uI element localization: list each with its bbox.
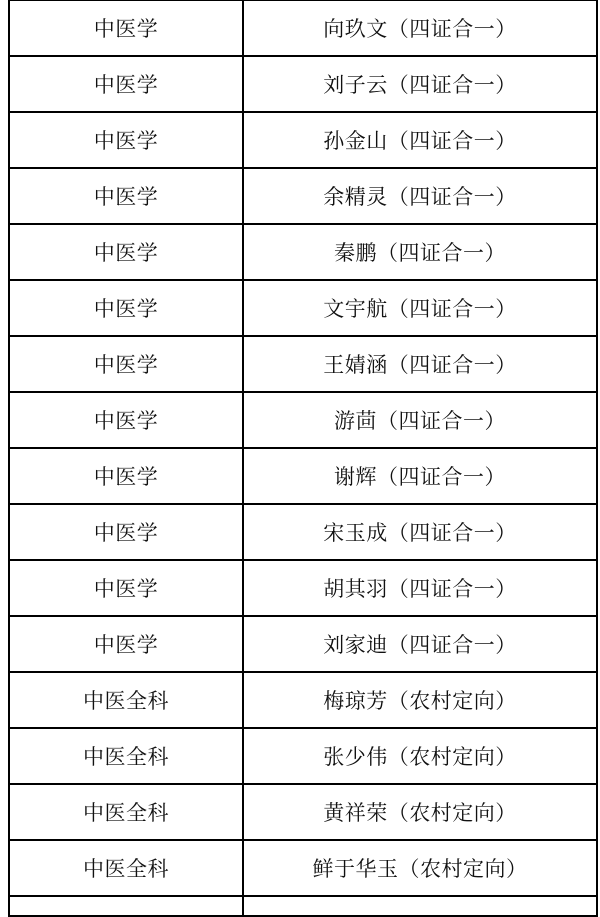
- table-row: [9, 0, 597, 56]
- table-row: [9, 560, 597, 616]
- name-cell: 向玖文（四证合一）: [243, 0, 597, 56]
- table-row: [9, 224, 597, 280]
- table-row: [9, 336, 597, 392]
- name-cell: 刘家迪（四证合一）: [243, 616, 597, 672]
- table-row: [9, 448, 597, 504]
- roster-table: [8, 0, 598, 917]
- major-cell: 中医学: [9, 168, 243, 224]
- name-cell: 王婧涵（四证合一）: [243, 336, 597, 392]
- table-row: [9, 896, 597, 916]
- table-row: [9, 280, 597, 336]
- name-cell: 胡其羽（四证合一）: [243, 560, 597, 616]
- table-row: [9, 56, 597, 112]
- name-cell: 谢辉（四证合一）: [243, 448, 597, 504]
- major-cell: 中医学: [9, 0, 243, 56]
- name-cell: [243, 896, 597, 916]
- name-cell: 秦鹏（四证合一）: [243, 224, 597, 280]
- name-cell: 文宇航（四证合一）: [243, 280, 597, 336]
- major-cell: 中医全科: [9, 728, 243, 784]
- major-cell: 中医学: [9, 560, 243, 616]
- name-cell: 游茴（四证合一）: [243, 392, 597, 448]
- major-cell: 中医学: [9, 504, 243, 560]
- major-cell: 中医学: [9, 56, 243, 112]
- major-cell: 中医全科: [9, 840, 243, 896]
- name-cell: 宋玉成（四证合一）: [243, 504, 597, 560]
- name-cell: 张少伟（农村定向）: [243, 728, 597, 784]
- major-cell: 中医学: [9, 336, 243, 392]
- name-cell: 刘子云（四证合一）: [243, 56, 597, 112]
- major-cell: 中医全科: [9, 672, 243, 728]
- table-row: [9, 728, 597, 784]
- name-cell: 鲜于华玉（农村定向）: [243, 840, 597, 896]
- major-cell: 中医学: [9, 392, 243, 448]
- table-row: [9, 168, 597, 224]
- table-row: [9, 784, 597, 840]
- major-cell: 中医学: [9, 112, 243, 168]
- roster-table-body: [9, 0, 597, 916]
- major-cell: 中医学: [9, 224, 243, 280]
- major-cell: [9, 896, 243, 916]
- major-cell: 中医学: [9, 448, 243, 504]
- name-cell: 余精灵（四证合一）: [243, 168, 597, 224]
- table-row: [9, 392, 597, 448]
- table-row: [9, 840, 597, 896]
- name-cell: 孙金山（四证合一）: [243, 112, 597, 168]
- major-cell: 中医学: [9, 280, 243, 336]
- name-cell: 梅琼芳（农村定向）: [243, 672, 597, 728]
- table-row: [9, 504, 597, 560]
- table-row: [9, 616, 597, 672]
- name-cell: 黄祥荣（农村定向）: [243, 784, 597, 840]
- major-cell: 中医学: [9, 616, 243, 672]
- table-row: [9, 112, 597, 168]
- major-cell: 中医全科: [9, 784, 243, 840]
- table-row: [9, 672, 597, 728]
